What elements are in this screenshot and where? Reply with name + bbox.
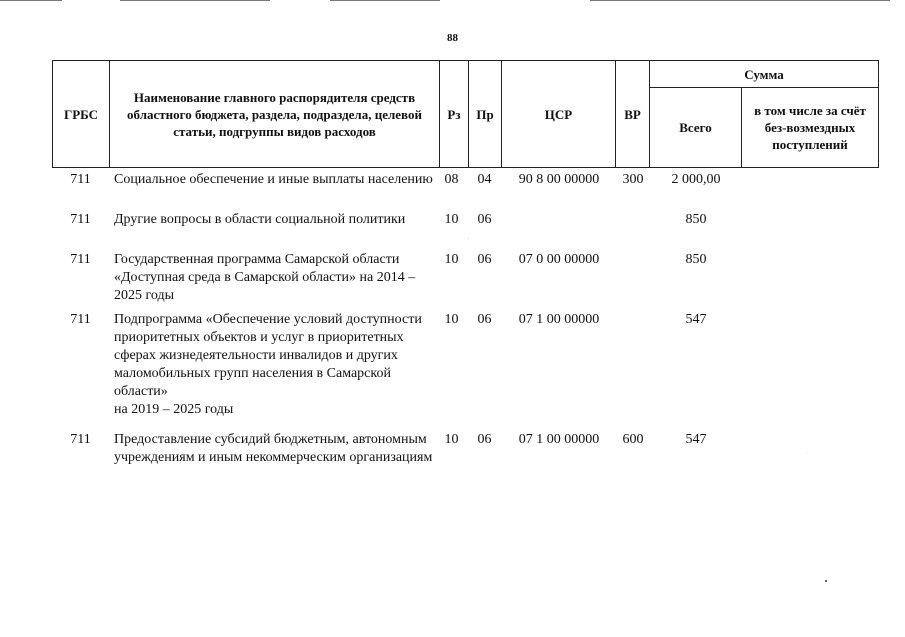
scan-speck [825,580,827,582]
cell-total: 850 [685,252,707,267]
cell-name: Другие вопросы в области социальной политики [114,212,406,227]
header-vr: ВР [616,61,650,168]
cell-name: Подпрограмма «Обеспечение условий доступности приоритетных объектов и услуг в приоритетных сферах жизнедеятельности инвалидов и других маломобильных групп населения в Самарской области» на 2019 – 2025 годы [114,312,422,417]
header-name: Наименование главного распорядителя средств областного бюджета, раздела, подраздела, целевой статьи, подгруппы видов расходов [110,61,440,168]
cell-pr: 04 [477,172,492,187]
cell-name: Государственная программа Самарской области «Доступная среда в Самарской области» на 2014 – 2025 годы [114,252,416,303]
cell-grbs: 711 [70,432,91,447]
cell-total: 547 [685,432,707,447]
cell-csr: 07 1 00 00000 [518,432,600,447]
cell-rz: 08 [444,172,459,187]
cell-pr: 06 [477,212,492,227]
header-pr: Пр [469,61,502,168]
scan-speck [468,238,469,239]
cell-pr: 06 [477,312,492,327]
scan-edge-line [120,0,270,1]
cell-rz: 10 [444,212,459,227]
cell-vr: 600 [622,432,644,447]
cell-total: 547 [685,312,707,327]
scan-edge-line [330,0,440,1]
header-csr: ЦСР [502,61,616,168]
header-rz: Рз [440,61,469,168]
cell-grbs: 711 [70,252,91,267]
cell-rz: 10 [444,432,459,447]
cell-rz: 10 [444,252,459,267]
cell-vr: 300 [622,172,644,187]
cell-name: Предоставление субсидий бюджетным, автономным учреждениям и иным некоммерческим организациям [114,432,433,465]
cell-pr: 06 [477,252,492,267]
cell-csr: 90 8 00 00000 [518,172,600,187]
header-sum: Сумма [650,61,879,88]
cell-pr: 06 [477,432,492,447]
scan-edge-line [590,0,890,1]
cell-csr: 07 0 00 00000 [518,252,600,267]
cell-total: 2 000,00 [671,172,721,187]
cell-rz: 10 [444,312,459,327]
header-free: в том числе за счёт без-возмездных поступлений [742,88,879,168]
page-number: 88 [447,32,458,44]
scan-speck [806,452,807,453]
table-header [52,60,879,168]
cell-grbs: 711 [70,312,91,327]
cell-total: 850 [685,212,707,227]
cell-name: Социальное обеспечение и иные выплаты населению [114,172,433,187]
cell-csr: 07 1 00 00000 [518,312,600,327]
scan-edge-line [0,0,62,1]
cell-grbs: 711 [70,172,91,187]
header-total: Всего [650,88,742,168]
cell-grbs: 711 [70,212,91,227]
header-grbs: ГРБС [53,61,110,168]
